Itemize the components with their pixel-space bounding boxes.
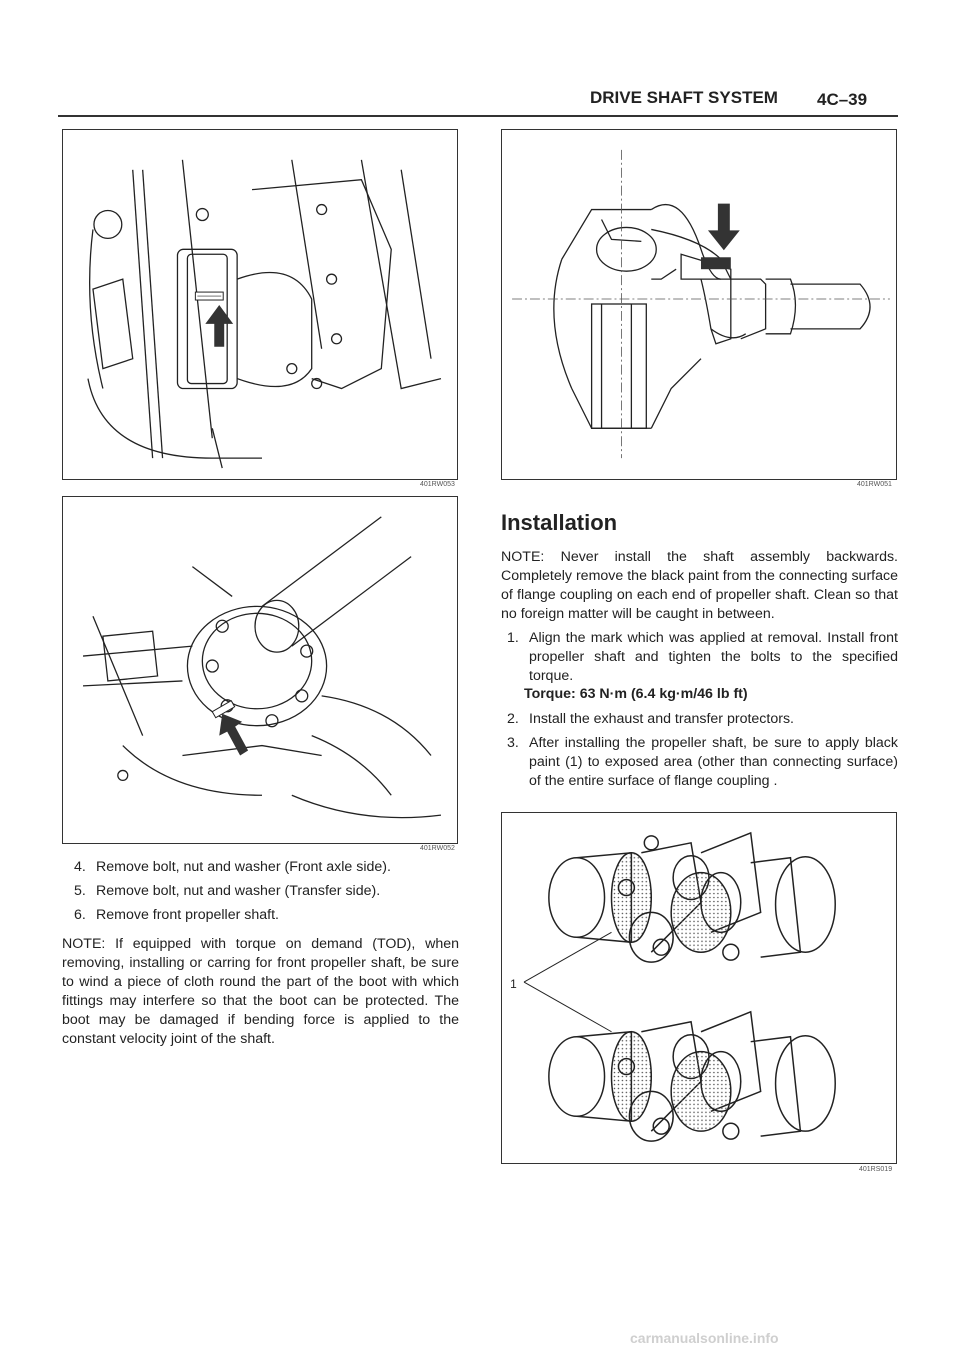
figure-transfer-flange bbox=[62, 129, 458, 480]
flange-section-drawing bbox=[502, 130, 896, 479]
flange-coupling-drawing bbox=[502, 813, 896, 1163]
step-number: 3. bbox=[507, 735, 519, 751]
figure-flange-coupling bbox=[501, 812, 897, 1164]
list-item bbox=[507, 629, 898, 686]
callout-number: 1 bbox=[510, 977, 517, 991]
list-item bbox=[74, 906, 458, 925]
step-text: Align the mark which was applied at removal. Install front propeller shaft and tighten the bolts to the specified torque. bbox=[529, 630, 898, 684]
list-item bbox=[74, 882, 458, 901]
figure-caption: 401RS019 bbox=[859, 1166, 893, 1173]
step-text: Install the exhaust and transfer protectors. bbox=[529, 711, 794, 727]
figure-caption: 401RW053 bbox=[420, 481, 455, 488]
page-number: 4C–39 bbox=[817, 90, 868, 109]
step-number: 4. bbox=[74, 859, 86, 875]
figure-caption: 401RW052 bbox=[420, 845, 455, 852]
section-heading: Installation bbox=[501, 510, 618, 535]
list-item bbox=[74, 858, 458, 877]
figure-flange-section bbox=[501, 129, 897, 480]
installation-note: NOTE: Never install the shaft assembly backwards. Completely remove the black paint from the connecting surface of flange coupling on each end of propeller shaft. Clean so that no foreign matter will be caught in between. bbox=[501, 549, 898, 622]
torque-spec: Torque: 63 N·m (6.4 kg·m/46 lb ft) bbox=[524, 686, 748, 702]
step-text: Remove bolt, nut and washer (Front axle side). bbox=[96, 859, 391, 875]
transfer-flange-drawing bbox=[63, 130, 457, 479]
figure-axle-flange bbox=[62, 496, 458, 844]
step-number: 5. bbox=[74, 883, 86, 899]
step-text: Remove front propeller shaft. bbox=[96, 907, 279, 923]
header-rule bbox=[58, 115, 898, 117]
step-number: 1. bbox=[507, 630, 519, 646]
list-item bbox=[507, 734, 898, 791]
step-number: 2. bbox=[507, 711, 519, 727]
axle-flange-drawing bbox=[63, 497, 457, 843]
site-watermark: carmanualsonline.info bbox=[630, 1330, 779, 1346]
figure-caption: 401RW051 bbox=[857, 481, 892, 488]
step-text: Remove bolt, nut and washer (Transfer side). bbox=[96, 883, 381, 899]
list-item bbox=[507, 710, 898, 729]
step-text: After installing the propeller shaft, be sure to apply black paint (1) to exposed area (other than connecting surface) of the entire surface of flange coupling . bbox=[529, 735, 898, 789]
step-number: 6. bbox=[74, 907, 86, 923]
section-title: DRIVE SHAFT SYSTEM bbox=[590, 88, 778, 107]
tod-note: NOTE: If equipped with torque on demand (TOD), when removing, installing or carring for front propeller shaft, be sure to wind a piece of cloth round the part of the boot with which fittings may interfere so that the boot can be protected. The boot may be damaged if bending force is applied to the constant velocity joint of the shaft. bbox=[62, 936, 459, 1047]
